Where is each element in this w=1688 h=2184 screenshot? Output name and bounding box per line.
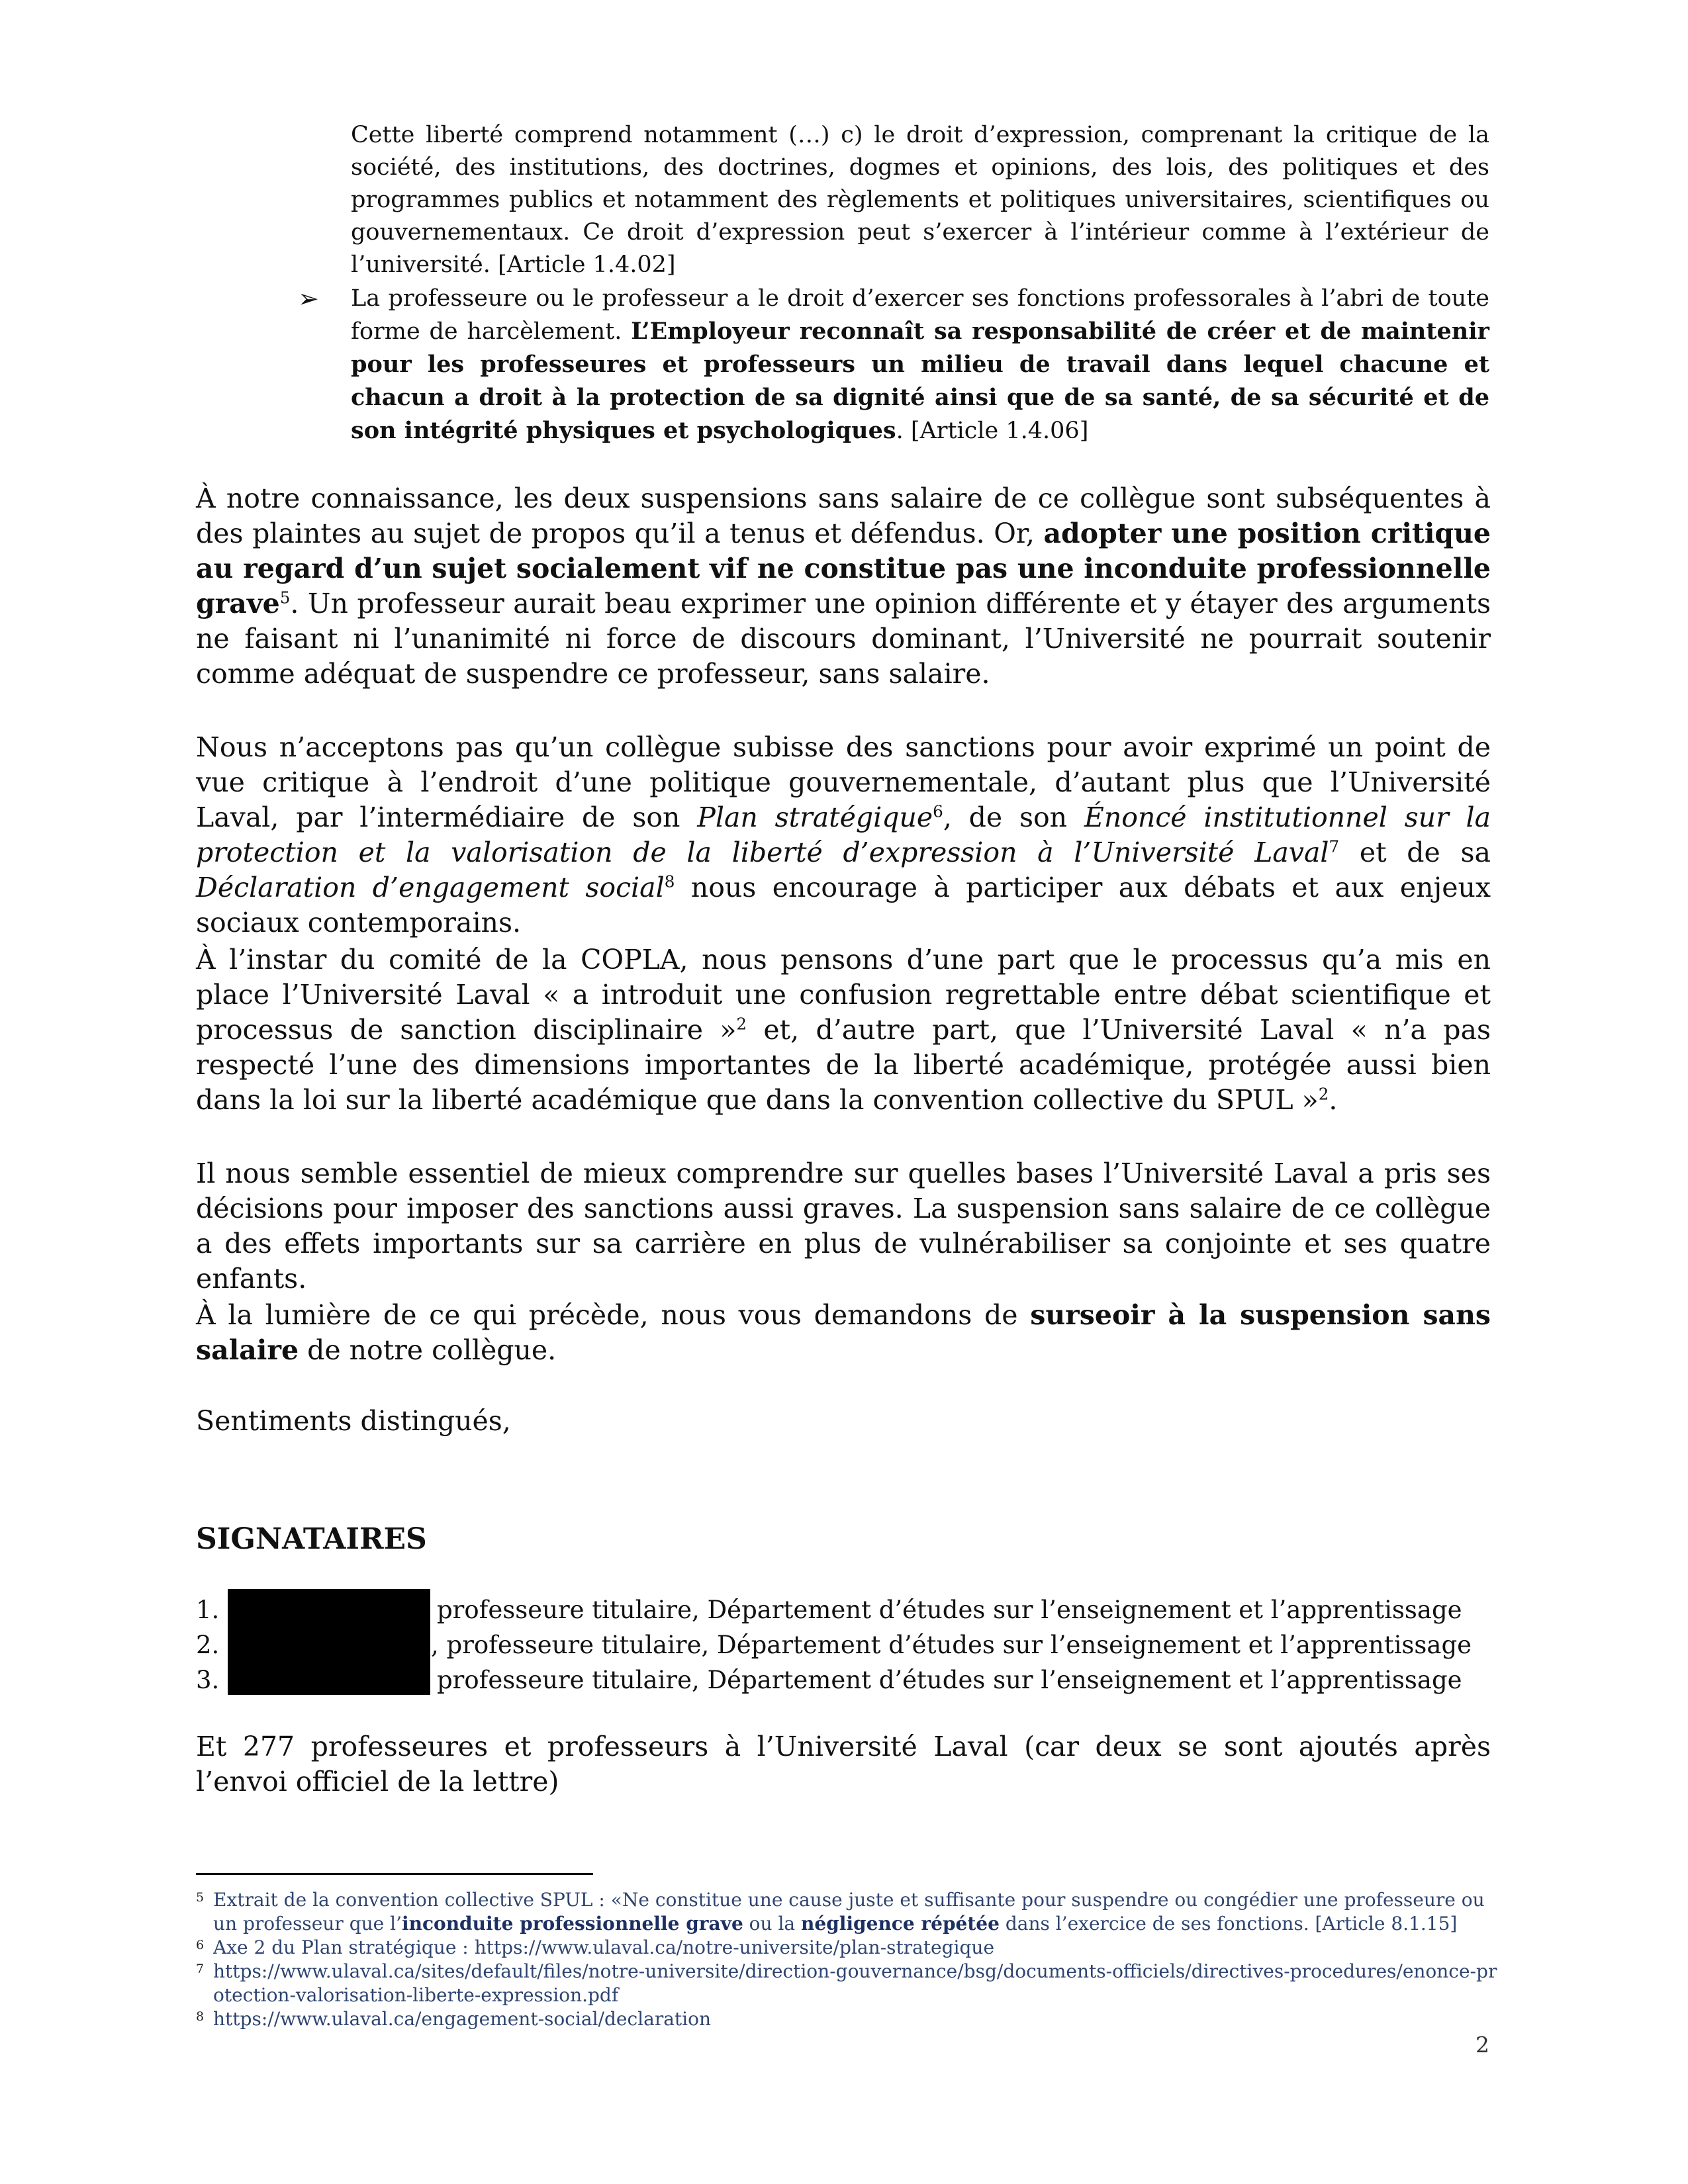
signataire-title: , professeure titulaire, Département d’études sur l’enseignement et l’apprentissage bbox=[431, 1631, 1472, 1659]
para1-text-b: . Un professeur aurait beau exprimer une opinion différente et y étayer des arguments ne faisant ni l’unanimité ni force de discours dominant, l’Université ne pourrait soutenir comme adéquat de suspendre ce professeur, sans salaire. bbox=[196, 588, 1491, 690]
footnote-5-text-a: Extrait de la convention collective SPUL : «Ne constitue une cause juste et suffisante pour suspendre ou congédier une professeure ou un professeur que l’ bbox=[213, 1889, 1485, 1934]
redacted-name bbox=[228, 1624, 430, 1660]
para1-text-a: À notre connaissance, les deux suspensions sans salaire de ce collègue sont subséquentes à des plaintes au sujet de propos qu’il a tenus et défendus. Or, bbox=[196, 482, 1491, 549]
footnote-divider bbox=[196, 1873, 593, 1875]
footnote-ref-7: 7 bbox=[1329, 837, 1340, 856]
footnote-ref-2b: 2 bbox=[1318, 1084, 1329, 1104]
para2-text-a: Nous n’acceptons pas qu’un collègue subisse des sanctions pour avoir exprimé un point de vue critique à l’endroit d’une politique gouvernementale, d’autant plus que l’Université Laval, par l’intermédiaire de son bbox=[196, 731, 1491, 833]
footnote-5-bold-1: inconduite professionnelle grave bbox=[401, 1913, 743, 1934]
quoted-article-1-4-02: Cette liberté comprend notamment (…) c) le droit d’expression, comprenant la critique de la société, des institutions, des doctrines, dogmes et opinions, des lois, des politiques et des programmes publics et notamment des règlements et politiques universitaires, scientifiques ou gouvernementaux. Ce droit d’expression peut s’exercer à l’intérieur comme à l’extérieur de l’université. [Article 1.4.02] bbox=[351, 122, 1489, 278]
para3-text-b: et, d’autre part, que l’Université Laval « n’a pas respecté l’une des dimensions importantes de la liberté académique, protégée aussi bien dans la loi sur la liberté académique que dans la convention collective du SPUL » bbox=[196, 1014, 1491, 1116]
footnote-ref-2a: 2 bbox=[736, 1014, 747, 1034]
quoted-article-1-4-06 bbox=[351, 283, 1489, 447]
signataire-number: 2. bbox=[196, 1631, 220, 1659]
quote2-tail: . [Article 1.4.06] bbox=[896, 418, 1089, 444]
footnote-5 bbox=[196, 1888, 1500, 1936]
para2-text-b: , de son bbox=[943, 801, 1084, 833]
redacted-name bbox=[228, 1589, 430, 1625]
footnote-ref-5: 5 bbox=[279, 588, 291, 608]
paragraph-suspensions bbox=[196, 481, 1491, 692]
signataire-number: 3. bbox=[196, 1666, 220, 1694]
footnotes bbox=[196, 1888, 1500, 2031]
footnote-8 bbox=[196, 2007, 1500, 2031]
footnote-7-link[interactable]: https://www.ulaval.ca/sites/default/files/notre-universite/direction-gouvernance/bsg/documents-officiels/directives-procedures/enonce-protection-valorisation-liberte-expression.pdf bbox=[213, 1960, 1497, 2006]
signataire-row bbox=[196, 1662, 1493, 1698]
footnote-8-link[interactable]: https://www.ulaval.ca/engagement-social/declaration bbox=[213, 2008, 711, 2030]
para1-bold: adopter une position critique au regard d’un sujet socialement vif ne constitue pas une inconduite professionnelle grave bbox=[196, 518, 1491, 619]
footnote-5-text-c: dans l’exercice de ses fonctions. [Article 8.1.15] bbox=[999, 1913, 1458, 1934]
footnote-number: 5 bbox=[196, 1890, 205, 1905]
page-number: 2 bbox=[1476, 2032, 1489, 2058]
signataire-title: professeure titulaire, Département d’études sur l’enseignement et l’apprentissage bbox=[437, 1666, 1462, 1694]
signataire-row bbox=[196, 1627, 1493, 1662]
paragraph-sanctions bbox=[196, 730, 1491, 940]
signataires-list bbox=[196, 1592, 1493, 1698]
paragraph-demande bbox=[196, 1298, 1491, 1368]
footnote-6 bbox=[196, 1936, 1500, 1960]
footnote-7 bbox=[196, 1960, 1500, 2007]
plan-strategique-title: Plan stratégique bbox=[697, 801, 933, 833]
para5-text-a: À la lumière de ce qui précède, nous vous demandons de bbox=[196, 1299, 1031, 1331]
closing-salutation: Sentiments distingués, bbox=[196, 1405, 511, 1437]
footnote-number: 7 bbox=[196, 1962, 205, 1976]
signataires-heading: SIGNATAIRES bbox=[196, 1522, 427, 1556]
footnote-ref-8: 8 bbox=[664, 872, 675, 891]
para5-text-b: de notre collègue. bbox=[299, 1334, 557, 1366]
footnote-ref-6: 6 bbox=[933, 801, 943, 821]
para2-text-c: et de sa bbox=[1339, 837, 1491, 868]
footnote-number: 8 bbox=[196, 2009, 205, 2024]
footnote-6-link[interactable]: Axe 2 du Plan stratégique : https://www.ulaval.ca/notre-universite/plan-strategique bbox=[213, 1936, 995, 1958]
para2-text-d: nous encourage à participer aux débats et aux enjeux sociaux contemporains. bbox=[196, 872, 1491, 938]
paragraph-copla bbox=[196, 942, 1491, 1118]
para3-text-a: À l’instar du comité de la COPLA, nous pensons d’une part que le processus qu’a mis en place l’Université Laval « a introduit une confusion regrettable entre débat scientifique et processus de sanction disciplinaire » bbox=[196, 944, 1491, 1046]
signataire-number: 1. bbox=[196, 1596, 220, 1624]
signataire-row bbox=[196, 1592, 1493, 1627]
footnote-5-bold-2: négligence répétée bbox=[801, 1913, 1000, 1934]
footnote-5-text-mid: ou la bbox=[743, 1913, 802, 1934]
declaration-engagement-title: Déclaration d’engagement social bbox=[196, 872, 665, 903]
arrow-bullet-icon: ➢ bbox=[298, 284, 319, 313]
quote2-bold: L’Employeur reconnaît sa responsabilité de créer et de maintenir pour les professeures et professeurs un milieu de travail dans lequel chacune et chacun a droit à la protection de sa dignité ainsi que de sa santé, de sa sécurité et de son intégrité physiques et psychologiques bbox=[351, 318, 1489, 444]
enonce-institutionnel-title: Énoncé institutionnel sur la protection et la valorisation de la liberté d’expression à l’Université Laval bbox=[196, 801, 1491, 868]
quote2-lead: La professeure ou le professeur a le droit d’exercer ses fonctions professorales à l’abri de toute forme de harcèlement. bbox=[351, 285, 1489, 345]
redacted-name bbox=[228, 1659, 430, 1695]
footnote-number: 6 bbox=[196, 1938, 205, 1952]
signataire-title: professeure titulaire, Département d’études sur l’enseignement et l’apprentissage bbox=[437, 1596, 1462, 1624]
para3-text-c: . bbox=[1329, 1084, 1338, 1116]
paragraph-bases-decisions: Il nous semble essentiel de mieux comprendre sur quelles bases l’Université Laval a pris ses décisions pour imposer des sanctions aussi graves. La suspension sans salaire de ce collègue a des effets importants sur sa carrière en plus de vulnérabiliser sa conjointe et ses quatre enfants. bbox=[196, 1158, 1491, 1295]
paragraph-autres-signataires: Et 277 professeures et professeurs à l’Université Laval (car deux se sont ajoutés après l’envoi officiel de la lettre) bbox=[196, 1731, 1491, 1797]
para5-bold: surseoir à la suspension sans salaire bbox=[196, 1299, 1491, 1366]
